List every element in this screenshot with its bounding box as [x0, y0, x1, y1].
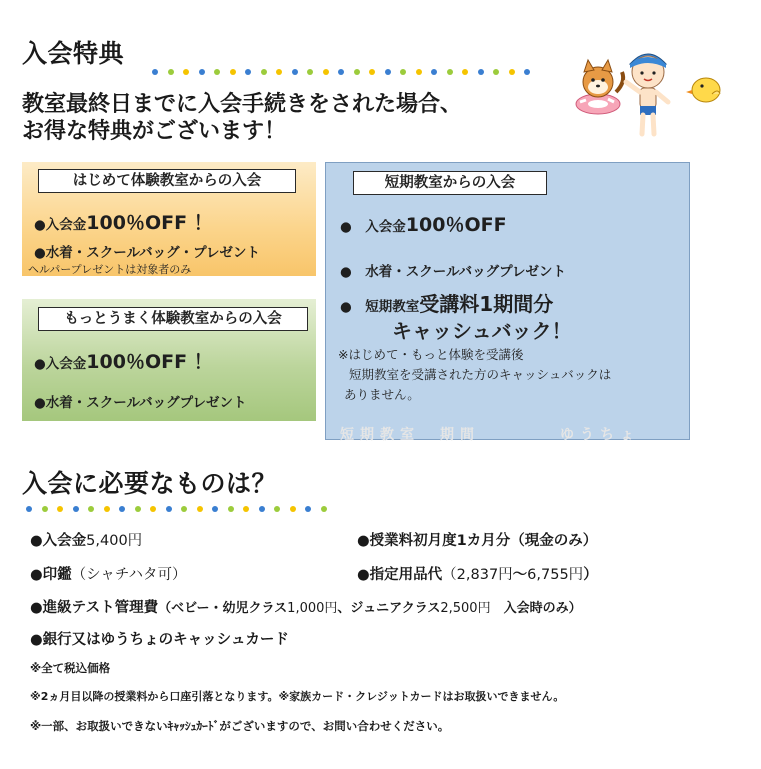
short-benefit-label: 短期教室からの入会: [353, 171, 547, 195]
req-goods-label: ●指定用品代: [357, 567, 443, 583]
chick-icon: [686, 78, 720, 102]
decor-dot: [292, 69, 298, 75]
decor-dot: [369, 69, 375, 75]
req-test-amount-a: 1,000円: [287, 601, 338, 616]
decor-dot: [259, 506, 265, 512]
decor-dot: [42, 506, 48, 512]
decor-dot: [181, 506, 187, 512]
decor-dot: [509, 69, 515, 75]
req-goods-close: ）: [583, 567, 598, 583]
decor-dot: [88, 506, 94, 512]
req-test-note-c: 入会時のみ）: [490, 601, 582, 616]
short-note-1: ※はじめて・もっと体験を受講後: [338, 347, 524, 362]
decor-dot: [493, 69, 499, 75]
decor-dot: [26, 506, 32, 512]
benefits-title: 入会特典: [22, 39, 125, 68]
decor-dot: [274, 506, 280, 512]
decor-dot: [152, 69, 158, 75]
req-test-fee: [30, 596, 582, 617]
req-entry-fee-label: ●入会金: [30, 533, 87, 549]
req-cash-card: ●銀行又はゆうちょのキャッシュカード: [30, 632, 289, 648]
motto-fee-prefix: ●入会金: [34, 356, 87, 372]
decor-dot: [323, 69, 329, 75]
benefits-title-dots: [152, 69, 530, 75]
req-seal-note: （シャチハタ可）: [71, 567, 187, 583]
req-goods-to: 6,755円: [527, 567, 584, 583]
motto-fee-value: 100％OFF ！: [86, 351, 213, 373]
motto-gift-line: ●水着・スクールバッグプレゼント: [34, 395, 247, 411]
decor-dot: [276, 69, 282, 75]
trial-fee-prefix: ●入会金: [34, 217, 87, 233]
decor-dot: [290, 506, 296, 512]
decor-dot: [214, 69, 220, 75]
decor-dot: [73, 506, 79, 512]
short-note-3: ありません。: [344, 387, 420, 402]
req-goods: [357, 563, 598, 584]
decor-dot: [305, 506, 311, 512]
footnote-tax: ※全て税込価格: [30, 661, 111, 675]
decor-dot: [197, 506, 203, 512]
mascot-illustration: [568, 42, 728, 147]
decor-dot: [321, 506, 327, 512]
req-entry-fee-value: 5,400円: [86, 533, 143, 549]
decor-dot: [400, 69, 406, 75]
decor-dot: [243, 506, 249, 512]
decor-dot: [385, 69, 391, 75]
trial-fee-value: 100％OFF ！: [86, 212, 213, 234]
short-fee-prefix: ● 入会金: [340, 219, 406, 235]
motto-fee-line: [34, 347, 213, 374]
requirements-title-dots: [26, 506, 327, 512]
raccoon-with-swim-ring-icon: [576, 60, 623, 114]
decor-dot: [119, 506, 125, 512]
decor-dot: [168, 69, 174, 75]
decor-dot: [230, 69, 236, 75]
decor-dot: [338, 69, 344, 75]
decor-dot: [354, 69, 360, 75]
short-cash-value2: キャッシュバック！: [392, 319, 572, 343]
trial-gift-line: ●水着・スクールバッグ・プレゼント: [34, 245, 261, 261]
trial-fee-line: [34, 208, 213, 235]
req-test-note-a: （ベビー・幼児クラス: [158, 601, 288, 616]
req-tuition: ●授業料初月度1カ月分（現金のみ）: [357, 533, 598, 549]
decor-dot: [261, 69, 267, 75]
decor-dot: [104, 506, 110, 512]
req-entry-fee: [30, 529, 142, 550]
decor-dot: [212, 506, 218, 512]
decor-dot: [245, 69, 251, 75]
decor-dot: [183, 69, 189, 75]
short-cash-value: 受講料1期間分: [419, 292, 554, 316]
trial-benefit-label: はじめて体験教室からの入会: [38, 169, 296, 193]
decor-dot: [447, 69, 453, 75]
req-goods-sep: ～: [512, 567, 528, 583]
req-goods-from: 2,837円: [456, 567, 513, 583]
decor-dot: [135, 506, 141, 512]
short-fee-value: 100％OFF: [405, 214, 507, 236]
decor-dot: [462, 69, 468, 75]
req-goods-open: （: [442, 567, 457, 583]
short-note-2: 短期教室を受講された方のキャッシュバックは: [349, 367, 612, 382]
decor-dot: [57, 506, 63, 512]
benefits-lead-line2: お得な特典がございます！: [22, 119, 287, 144]
decor-dot: [524, 69, 530, 75]
short-fee-line: [340, 210, 507, 237]
requirements-title: 入会に必要なものは？: [22, 469, 278, 498]
footnote-cards: ※一部、お取扱いできないｷｬｯｼｭｶｰﾄﾞがございますので、お問い合わせください。: [30, 719, 450, 733]
short-faint-text: 短期教室 期間 ゆうちょ: [340, 427, 640, 443]
req-test-amount-b: 2,500円: [440, 601, 491, 616]
decor-dot: [199, 69, 205, 75]
decor-dot: [431, 69, 437, 75]
short-gift-line: ● 水着・スクールバッグプレゼント: [340, 264, 567, 280]
decor-dot: [166, 506, 172, 512]
req-seal-label: ●印鑑: [30, 567, 72, 583]
req-seal: [30, 563, 187, 584]
short-cash-prefix: ● 短期教室: [340, 299, 420, 315]
motto-benefit-label: もっとうまく体験教室からの入会: [38, 307, 308, 331]
decor-dot: [307, 69, 313, 75]
req-test-label: ●進級テスト管理費: [30, 600, 159, 616]
benefits-lead-line1: 教室最終日までに入会手続きをされた場合、: [22, 92, 463, 117]
footnote-debit: ※2ヵ月目以降の授業料から口座引落となります。※家族カード・クレジットカードはお取扱いできません。: [30, 690, 565, 703]
swimmer-boy-icon: [626, 54, 668, 134]
decor-dot: [228, 506, 234, 512]
decor-dot: [478, 69, 484, 75]
decor-dot: [416, 69, 422, 75]
req-test-note-b: 、ジュニアクラス: [337, 601, 441, 616]
short-cashback-line: [340, 288, 553, 317]
decor-dot: [150, 506, 156, 512]
trial-note: ヘルパープレゼントは対象者のみ: [28, 263, 192, 276]
